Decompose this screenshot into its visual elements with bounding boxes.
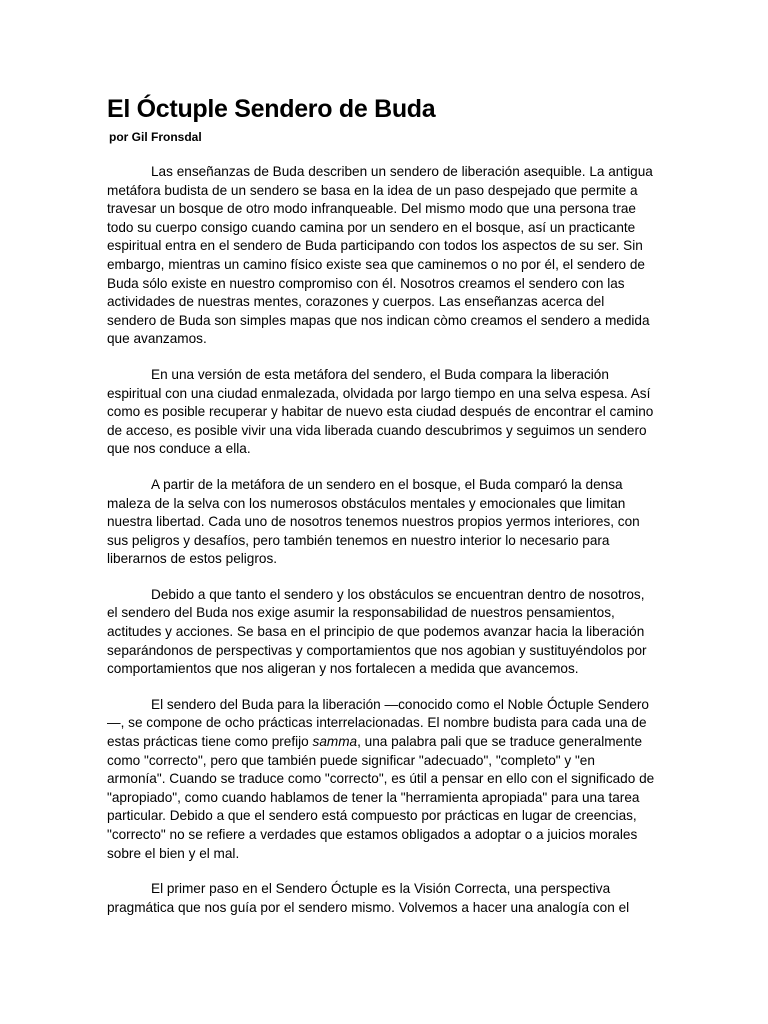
paragraph-5 — [107, 696, 657, 863]
paragraph-2: En una versión de esta metáfora del sendero, el Buda compara la liberación espiritual con una ciudad enmalezada, olvidada por largo tiempo en una selva espesa. Así como es posible recuperar y habitar de nuevo esta ciudad después de encontrar el camino de acceso, es posible vivir una vida liberada cuando descubrimos y seguimos un sendero que nos conduce a ella. — [107, 366, 654, 457]
document-body — [107, 163, 657, 917]
document-title: El Óctuple Sendero de Buda — [107, 95, 436, 123]
paragraph-5-text-before: El sendero del Buda para la liberación —conocido como el Noble Óctuple Sendero—, se compone de ocho prácticas interrelacionadas. El nombre budista para cada una de estas prácticas tiene como prefijo — [107, 696, 649, 750]
paragraph-1: Las enseñanzas de Buda describen un sendero de liberación asequible. La antigua metáfora budista de un sendero se basa en la idea de un paso despejado que permite a travesar un bosque de otro modo infranqueable. Del mismo modo que una persona trae todo su cuerpo consigo cuando camina por un sendero en el bosque, así un practicante espiritual entra en el sendero de Buda participando con todos los aspectos de su ser. Sin embargo, mientras un camino físico existe sea que caminemos o no por él, el sendero de Buda sólo existe en nuestro compromiso con él. Nosotros creamos el sendero con las actividades de nuestras mentes, corazones y cuerpos. Las enseñanzas acerca del sendero de Buda son simples mapas que nos indican còmo creamos el sendero a medida que avanzamos. — [107, 164, 653, 347]
paragraph-5-emphasis: samma — [312, 734, 358, 750]
paragraph-4: Debido a que tanto el sendero y los obstáculos se encuentran dentro de nosotros, el sendero del Buda nos exige asumir la responsabilidad de nuestros pensamientos, actitudes y acciones. Se basa en el principio de que podemos avanzar hacia la liberación separándonos de perspectivas y comportamientos que nos agobian y sustituyéndolos por comportamientos que nos aligeran y nos fortalecen a medida que avancemos. — [107, 586, 647, 677]
paragraph-6: El primer paso en el Sendero Óctuple es la Visión Correcta, una perspectiva pragmática que nos guía por el sendero mismo. Volvemos a hacer una analogía con el — [107, 881, 630, 915]
document-content — [107, 92, 657, 934]
paragraph-3: A partir de la metáfora de un sendero en el bosque, el Buda comparó la densa maleza de la selva con los numerosos obstáculos mentales y emocionales que limitan nuestra libertad. Cada uno de nosotros tenemos nuestros propios yermos interiores, con sus peligros y desafíos, pero también tenemos en nuestro interior lo necesario para liberarnos de estos peligros. — [107, 476, 640, 567]
document-author: por Gil Fronsdal — [109, 130, 202, 144]
paragraph-5-text-after: , una palabra pali que se traduce generalmente como "correcto", pero que también puede significar "adecuado", "completo" y "en armonía". Cuando se traduce como "correcto", es útil a pensar en ello con el significado de "apropiado", como cuando hablamos de tener la "herramienta apropiada" para una tarea particular. Debido a que el sendero está compuesto por prácticas en lugar de creencias, "correcto" no se refiere a verdades que estamos obligados a adoptar o a juicios morales sobre el bien y el mal. — [107, 734, 655, 861]
